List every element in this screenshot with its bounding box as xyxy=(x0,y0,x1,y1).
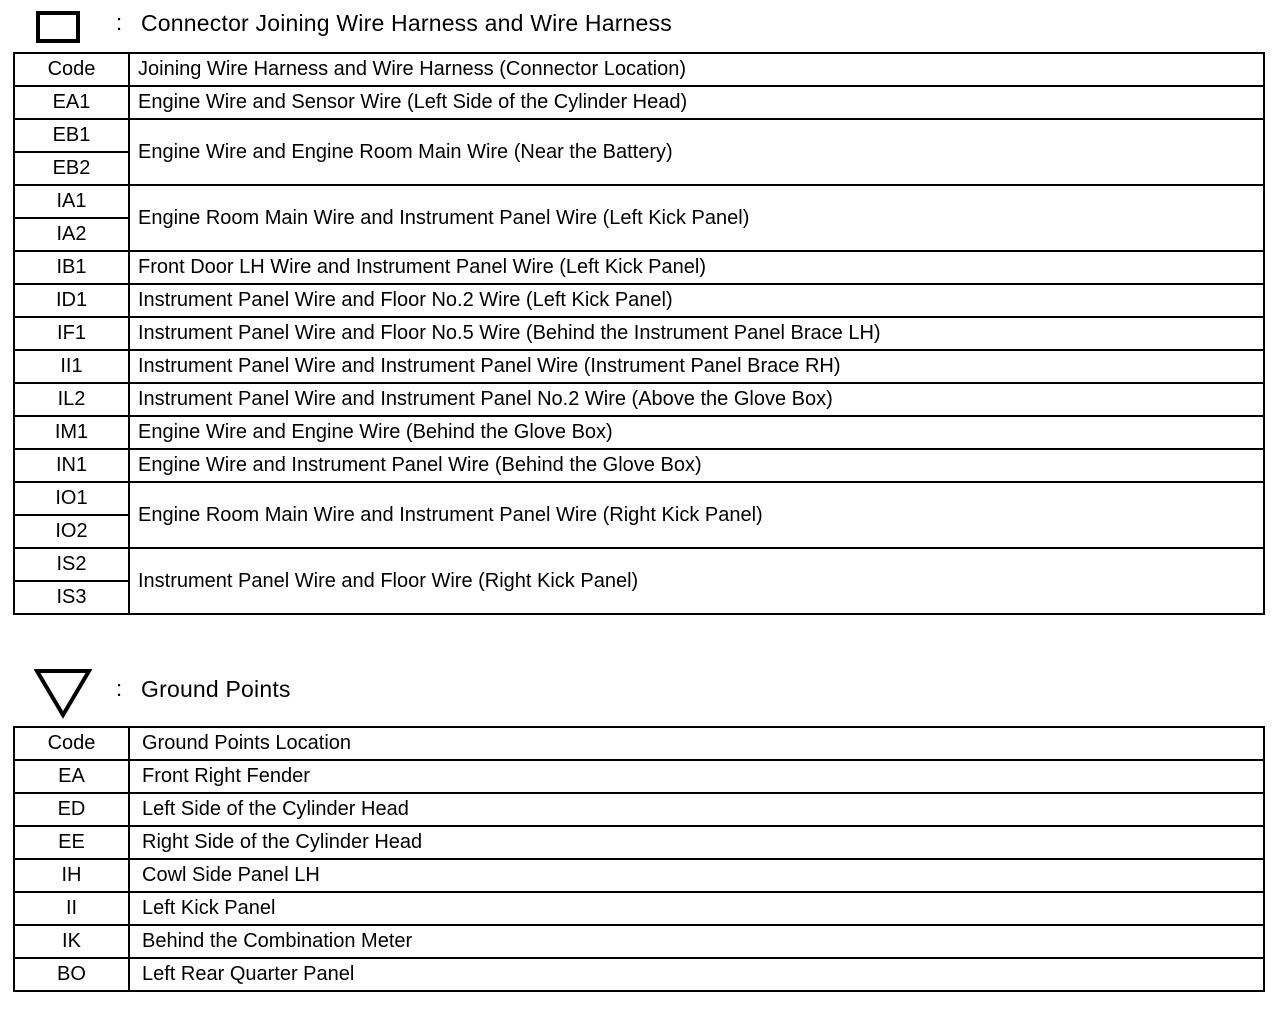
ground-heading-colon: : xyxy=(116,676,123,701)
table-row xyxy=(14,86,1264,119)
square-outline-icon xyxy=(36,11,80,43)
table-row xyxy=(14,958,1264,991)
ground-table-body xyxy=(14,727,1264,991)
ground-section-heading xyxy=(0,668,1280,708)
ground-table xyxy=(13,726,1265,992)
connector-code-cell: ID1 xyxy=(14,284,129,317)
table-row xyxy=(14,350,1264,383)
ground-location-cell: Right Side of the Cylinder Head xyxy=(129,826,1264,859)
table-row xyxy=(14,826,1264,859)
connector-code-cell: IS2 xyxy=(14,548,129,581)
table-row xyxy=(14,317,1264,350)
connector-location-cell: Engine Wire and Sensor Wire (Left Side of the Cylinder Head) xyxy=(129,86,1264,119)
connector-code-cell: EB2 xyxy=(14,152,129,185)
connector-code-cell: II1 xyxy=(14,350,129,383)
ground-code-cell: BO xyxy=(14,958,129,991)
table-row xyxy=(14,119,1264,152)
ground-section-title: Ground Points xyxy=(141,676,291,702)
ground-header-row xyxy=(14,727,1264,760)
connector-table xyxy=(13,52,1265,615)
connector-section-title: Connector Joining Wire Harness and Wire Harness xyxy=(141,10,672,36)
table-row xyxy=(14,284,1264,317)
connector-location-cell: Engine Wire and Engine Room Main Wire (Near the Battery) xyxy=(129,119,1264,185)
connector-code-cell: IO1 xyxy=(14,482,129,515)
connector-location-cell: Engine Room Main Wire and Instrument Panel Wire (Left Kick Panel) xyxy=(129,185,1264,251)
connector-location-cell: Instrument Panel Wire and Floor No.5 Wire (Behind the Instrument Panel Brace LH) xyxy=(129,317,1264,350)
ground-code-cell: IH xyxy=(14,859,129,892)
ground-header-code: Code xyxy=(14,727,129,760)
connector-code-cell: IL2 xyxy=(14,383,129,416)
ground-location-cell: Left Kick Panel xyxy=(129,892,1264,925)
table-row xyxy=(14,482,1264,515)
connector-code-cell: EB1 xyxy=(14,119,129,152)
connector-section-heading xyxy=(0,0,1280,40)
table-row xyxy=(14,185,1264,218)
ground-location-cell: Cowl Side Panel LH xyxy=(129,859,1264,892)
connector-location-cell: Engine Room Main Wire and Instrument Panel Wire (Right Kick Panel) xyxy=(129,482,1264,548)
table-row xyxy=(14,251,1264,284)
table-row xyxy=(14,416,1264,449)
connector-table-body xyxy=(14,53,1264,614)
connector-code-cell: IA1 xyxy=(14,185,129,218)
connector-code-cell: IN1 xyxy=(14,449,129,482)
connector-location-cell: Instrument Panel Wire and Instrument Panel No.2 Wire (Above the Glove Box) xyxy=(129,383,1264,416)
ground-location-cell: Behind the Combination Meter xyxy=(129,925,1264,958)
table-row xyxy=(14,760,1264,793)
connector-code-cell: IA2 xyxy=(14,218,129,251)
table-row xyxy=(14,925,1264,958)
connector-code-cell: IS3 xyxy=(14,581,129,614)
ground-code-cell: IK xyxy=(14,925,129,958)
table-row xyxy=(14,548,1264,581)
ground-code-cell: EE xyxy=(14,826,129,859)
connector-header-code: Code xyxy=(14,53,129,86)
ground-code-cell: EA xyxy=(14,760,129,793)
ground-location-cell: Left Rear Quarter Panel xyxy=(129,958,1264,991)
ground-location-cell: Left Side of the Cylinder Head xyxy=(129,793,1264,826)
connector-code-cell: IM1 xyxy=(14,416,129,449)
connector-location-cell: Front Door LH Wire and Instrument Panel Wire (Left Kick Panel) xyxy=(129,251,1264,284)
ground-code-cell: II xyxy=(14,892,129,925)
connector-location-cell: Instrument Panel Wire and Floor Wire (Right Kick Panel) xyxy=(129,548,1264,614)
connector-code-cell: EA1 xyxy=(14,86,129,119)
table-row xyxy=(14,892,1264,925)
ground-header-description: Ground Points Location xyxy=(129,727,1264,760)
connector-location-cell: Instrument Panel Wire and Instrument Panel Wire (Instrument Panel Brace RH) xyxy=(129,350,1264,383)
connector-code-cell: IO2 xyxy=(14,515,129,548)
connector-header-description: Joining Wire Harness and Wire Harness (Connector Location) xyxy=(129,53,1264,86)
down-triangle-outline-icon xyxy=(34,668,92,720)
table-row xyxy=(14,793,1264,826)
connector-heading-colon: : xyxy=(116,10,123,35)
table-row xyxy=(14,859,1264,892)
ground-location-cell: Front Right Fender xyxy=(129,760,1264,793)
connector-code-cell: IB1 xyxy=(14,251,129,284)
connector-code-cell: IF1 xyxy=(14,317,129,350)
connector-header-row xyxy=(14,53,1264,86)
connector-location-cell: Engine Wire and Instrument Panel Wire (Behind the Glove Box) xyxy=(129,449,1264,482)
table-row xyxy=(14,383,1264,416)
connector-location-cell: Engine Wire and Engine Wire (Behind the Glove Box) xyxy=(129,416,1264,449)
table-row xyxy=(14,449,1264,482)
ground-code-cell: ED xyxy=(14,793,129,826)
connector-location-cell: Instrument Panel Wire and Floor No.2 Wire (Left Kick Panel) xyxy=(129,284,1264,317)
